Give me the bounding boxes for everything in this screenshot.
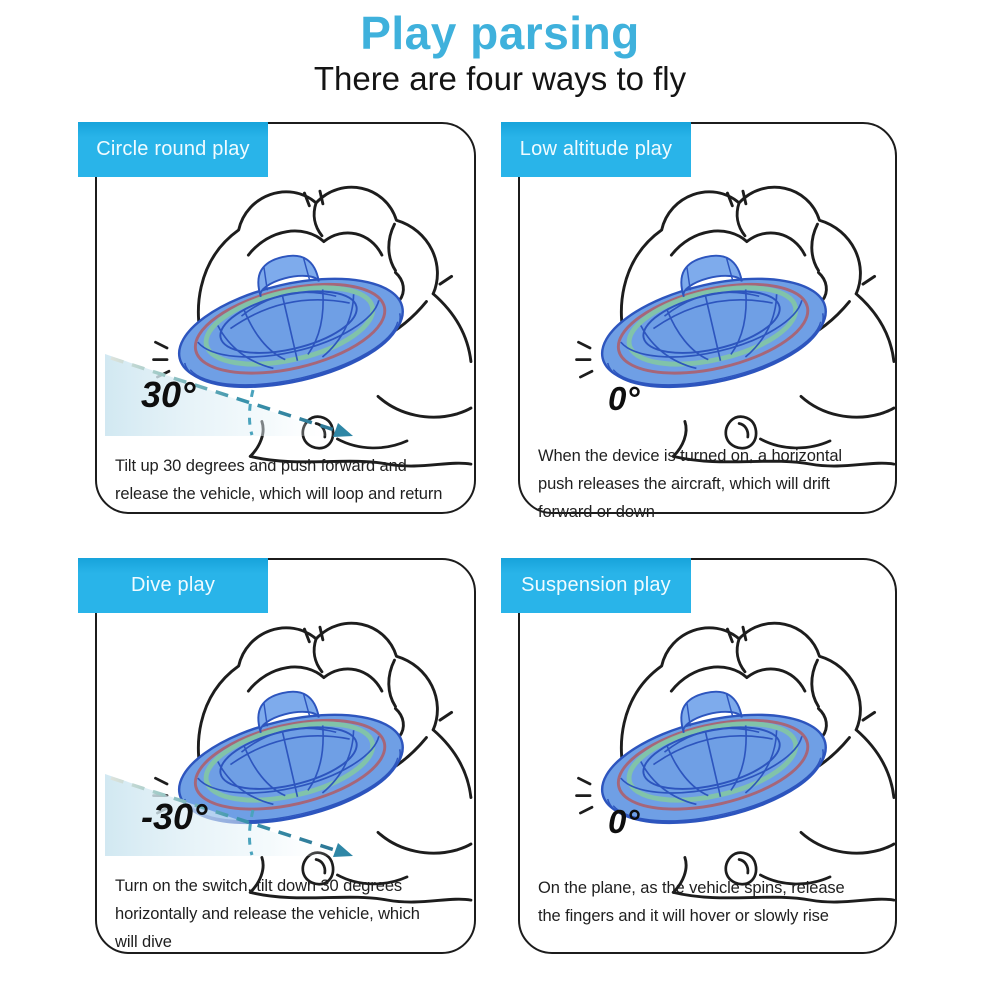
card-circle-round-play — [95, 122, 476, 514]
description-line: forward or down — [538, 503, 655, 521]
card-low-altitude-play — [518, 122, 897, 521]
card-suspension-play — [518, 558, 897, 954]
angle-value: 0° — [608, 803, 640, 840]
description-line: Tilt up 30 degrees and push forward and — [115, 457, 407, 475]
level-angle-indicator — [520, 427, 732, 441]
angle-value: 0° — [608, 380, 640, 417]
card-description — [538, 874, 887, 930]
play-mode-label: Circle round play — [96, 138, 250, 160]
description-line: the fingers and it will hover or slowly rise — [538, 907, 829, 925]
card-dive-play — [95, 558, 476, 954]
page-title: Play parsing — [360, 7, 640, 59]
card-description — [538, 442, 887, 526]
card-description — [115, 452, 466, 508]
hand-holding-spinner-illustration — [528, 168, 896, 468]
description-line: will dive — [115, 933, 172, 951]
description-line: Turn on the switch, tilt down 30 degrees — [115, 877, 403, 895]
angle-value: 30° — [141, 374, 196, 415]
play-mode-label: Suspension play — [521, 574, 671, 596]
page-subtitle: There are four ways to fly — [313, 60, 687, 97]
angle-value: -30° — [141, 796, 208, 837]
play-mode-label: Dive play — [130, 574, 216, 596]
description-line: When the device is turned on, a horizontal — [538, 447, 842, 465]
description-line: horizontally and release the vehicle, which — [115, 905, 420, 923]
card-description — [115, 872, 466, 956]
description-line: push releases the aircraft, which will drift — [538, 475, 830, 493]
description-line: release the vehicle, which will loop and return — [115, 485, 443, 503]
level-angle-indicator — [520, 850, 732, 864]
play-mode-label: Low altitude play — [519, 138, 673, 160]
description-line: On the plane, as the vehicle spins, release — [538, 879, 845, 897]
